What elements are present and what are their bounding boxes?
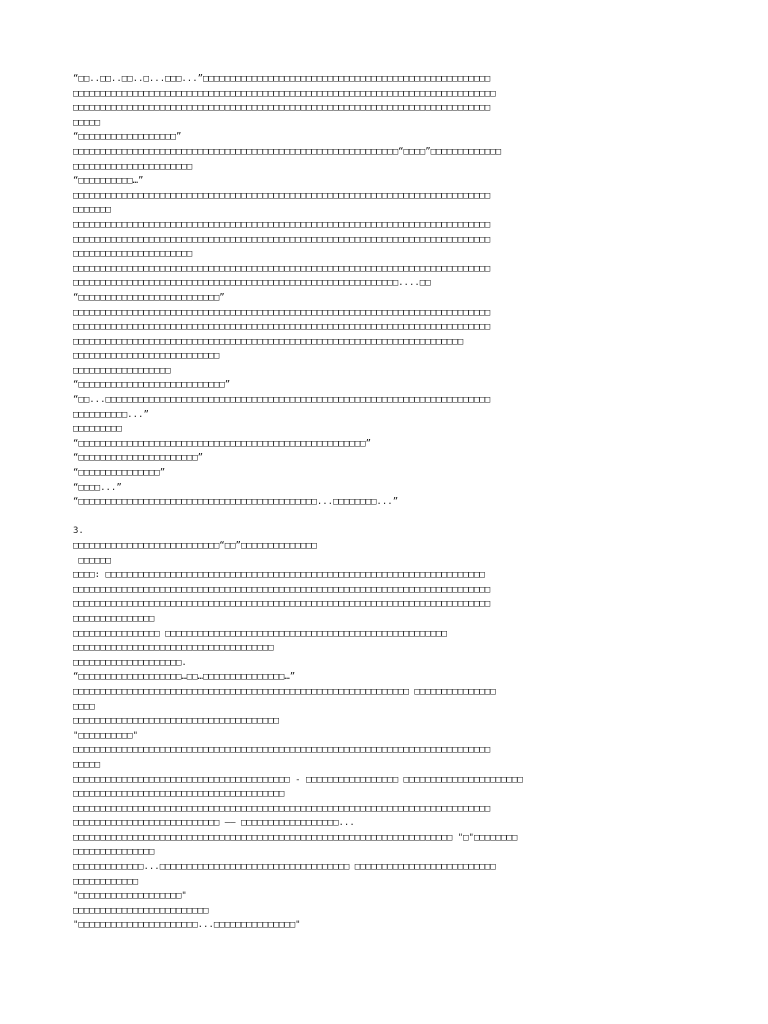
text-line: “□□...□□□□□□□□□□□□□□□□□□□□□□□□□□□□□□□□□□□□□□□□□□□□□□□□□□□□□□□□□□□□□□□□□□□□□□□ (73, 395, 491, 406)
text-line: “□□□□□□□□□□□□□□□□□□□□□□□□□□□□□□□□□□□□□□□□□□□□...□□□□□□□□...” (73, 497, 399, 508)
text-line: □□□□□□ (73, 555, 111, 566)
text-line: □□□□□□□□□□□□□□□□□□□□□□□□□□□□□□□□□□□□□□□□□□□□□□□□□□□□□□□□□□□□□□□□□□□□□□□□□□□□□ (73, 322, 491, 333)
text-line: □□□□□□□□□□□□□□□□□□□□□□□□□□□□□□□□□□□□□□□□□□□□□□□□□□□□□□□□□□□□□□□□□□□□□□□□□□□□□ (73, 219, 491, 230)
text-line: “□□□□□□□□□□□□□□□□□□□□□□□□□□” (73, 292, 225, 303)
text-line: □□□□□□□□□□□□□□□□□□□□□□□□□□□□□□□□□□□□□□□□□□□□□□□□□□□□□□□□□□□□□□□□□□□□□□□□□□□□□ (73, 803, 491, 814)
text-line: □□□□□□□□□□□□□□□□□□□□. (73, 657, 187, 668)
text-line: □□□□□□□□□□□□□...□□□□□□□□□□□□□□□□□□□□□□□□□□□□□□□□□□□ □□□□□□□□□□□□□□□□□□□□□□□□□□ (73, 862, 496, 873)
text-line: □□□□□ (73, 117, 101, 128)
text-line: "□□□□□□□□□□□□□□□□□□□" (73, 891, 187, 902)
text-line: □□□□□□□□□□□□□□□□□□□□□□□□□□□□□□□□□□□□□ (73, 643, 274, 654)
text-line: “□□□□□□□□□□□□□□□” (73, 468, 166, 479)
text-line: □□□□□□□□□□□□□□□□□□□□□□□□□□□“□□”□□□□□□□□□□□□□□ (73, 541, 317, 551)
text-line: □□□□□□□□□□□□□□□ (73, 847, 155, 858)
text-line: □□□□□□□□□□□□□□□□ □□□□□□□□□□□□□□□□□□□□□□□□□□□□□□□□□□□□□□□□□□□□□□□□□□□□ (73, 628, 447, 639)
text-line: □□□□□□□□□□□□□□□□□□□□□□□□□□□□□□□□□□□□□□ (73, 716, 279, 727)
text-line: □□□□□□□□□□□□□□□□□□□□□□□□□□□□□□□□□□□□□□□□□□□□□□□□□□□□□□□□□□□□□□□□□□□□□□□□□□□□□ (73, 190, 491, 201)
text-line: “□□□□...” (73, 482, 122, 493)
text-line: “□□..□□..□□..□...□□□...”□□□□□□□□□□□□□□□□□□□□□□□□□□□□□□□□□□□□□□□□□□□□□□□□□□□□□ (73, 74, 491, 84)
text-line: □□□□□□□□□□□□□□□□□□□□□□□□□□□ (73, 351, 220, 362)
text-line: □□□□□□□□□□□□□□□□□□□□□□□□□□□□□□□□□□□□□□□□□□□□□□□□□□□□□□□□□□□□□□□□□□□□□□□□ (73, 336, 464, 347)
text-line: □□□□□□□□□□□□□□□□□□□□□□□□□□□□□□□□□□□□□□□□□□□□□□□□□□□□□□□□□□□□□□□□□□□□□□□□□□□□□ (73, 307, 491, 318)
text-line: “□□□□□□□□□□□□□□□□□□” (73, 132, 182, 143)
text-line: □□□□□□□□□□...” (73, 409, 149, 420)
text-line: □□□□□□□□□□□□□□□□□□□□□□ (73, 161, 193, 172)
text-line: “□□□□□□□□□□□□□□□□□□□□□□” (73, 453, 204, 464)
text-line: □□□□□□□□□□□□□□□□□□□□□□□□□□□□□□□□□□□□□□□ (73, 789, 285, 800)
text-line: 3. (73, 526, 84, 537)
text-line: □□□□□□□□□ (73, 424, 122, 435)
text-line: □□□□□□□□□□□□□□□□□□□□□□□□□□□□□□□□□□□□□□□□□□□□□□□□□□□□□□□□□□□□□□□□□□□□□□□□□□□□□ (73, 745, 491, 756)
text-line (73, 510, 713, 525)
document-page (73, 72, 713, 933)
text-line: □□□□□□□□□□□□□□□□□□□□□□□□□□□□□□□□□□□□□□□□□□□□□□□□□□□□□□□□□□□□□□□□□□□□□□□□□□□□□ (73, 599, 491, 610)
text-line: "□□□□□□□□□□□□□□□□□□□□□□...□□□□□□□□□□□□□□□" (73, 920, 301, 931)
text-line: □□□□□□□□□□□□□□□□□□□□□□□□□□□□□□□□□□□□□□□□□□□□□□□□□□□□□□□□□□□□....□□ (73, 278, 431, 289)
text-line: □□□□□□□□□□□□□□□□□□□□□□□□□□□□□□□□□□□□□□□□□□□□□□□□□□□□□□□□□□□□□□□□□□□□□□□□□□□□□□ (73, 88, 496, 99)
text-line: "□□□□□□□□□□" (73, 730, 139, 741)
text-line: □□□□□□□□□□□□□□□□□□□□□□□□□ (73, 905, 209, 916)
text-line: “□□□□□□□□□□□□□□□□□□□…□□…□□□□□□□□□□□□□□□…” (73, 672, 296, 683)
text-line: □□□□□□□□□□□□□□□□□□□□□□□□□□□□□□□□□□□□□□□□□□□□□□□□□□□□□□□□□□□□□□□□□□□□□□□□□□□□□ (73, 263, 491, 274)
text-line: □□□□□□□□□□□□□□□□□□□□□□□□□□□□□□□□□□□□□□□□□□□□□□□□□□□□□□□□□□□□□□□□□□□□□□□□□□□□□ (73, 584, 491, 595)
text-line: “□□□□□□□□□□□□□□□□□□□□□□□□□□□□□□□□□□□□□□□□□□□□□□□□□□□□□” (73, 438, 372, 449)
text-line: □□□□□□□□□□□□□□□□□□□□□□□□□□□□□□□□□□□□□□□□□□□□□□□□□□□□□□□□□□□□□□□□□□□□□□ "□"□□□□□□□□ (73, 832, 518, 843)
text-line: □□□□□□□□□□□□ (73, 876, 139, 887)
text-line: “□□□□□□□□□□□□□□□□□□□□□□□□□□□” (73, 380, 231, 391)
text-line: □□□□□□□□□□□□□□□□□□□□□□□□□□□□□□□□□□□□□□□□ - □□□□□□□□□□□□□□□□□ □□□□□□□□□□□□□□□□□□□□□□ (73, 774, 523, 785)
text-line: □□□□ (73, 701, 95, 712)
text-line: □□□□□□□□□□□□□□□ (73, 613, 155, 624)
text-line: □□□□□□□□□□□□□□□□□□ (73, 365, 171, 376)
text-line: □□□□□□□ (73, 205, 111, 216)
text-line: □□□□□□□□□□□□□□□□□□□□□□□□□□□□□□□□□□□□□□□□□□□□□□□□□□□□□□□□□□□□“□□□□”□□□□□□□□□□□□□ (73, 146, 502, 157)
text-line: □□□□□ (73, 759, 101, 770)
text-line: □□□□□□□□□□□□□□□□□□□□□□□□□□□□□□□□□□□□□□□□□□□□□□□□□□□□□□□□□□□□□□□□□□□□□□□□□□□□□ (73, 103, 491, 114)
text-line: □□□□□□□□□□□□□□□□□□□□□□ (73, 249, 193, 260)
text-line: □□□□: □□□□□□□□□□□□□□□□□□□□□□□□□□□□□□□□□□□□□□□□□□□□□□□□□□□□□□□□□□□□□□□□□□□□□□ (73, 570, 485, 581)
text-line: □□□□□□□□□□□□□□□□□□□□□□□□□□□ —— □□□□□□□□□□□□□□□□□□... (73, 818, 355, 829)
text-line: □□□□□□□□□□□□□□□□□□□□□□□□□□□□□□□□□□□□□□□□□□□□□□□□□□□□□□□□□□□□□□ □□□□□□□□□□□□□□□ (73, 686, 496, 697)
text-line: “□□□□□□□□□□…” (73, 176, 144, 187)
text-line: □□□□□□□□□□□□□□□□□□□□□□□□□□□□□□□□□□□□□□□□□□□□□□□□□□□□□□□□□□□□□□□□□□□□□□□□□□□□□ (73, 234, 491, 245)
